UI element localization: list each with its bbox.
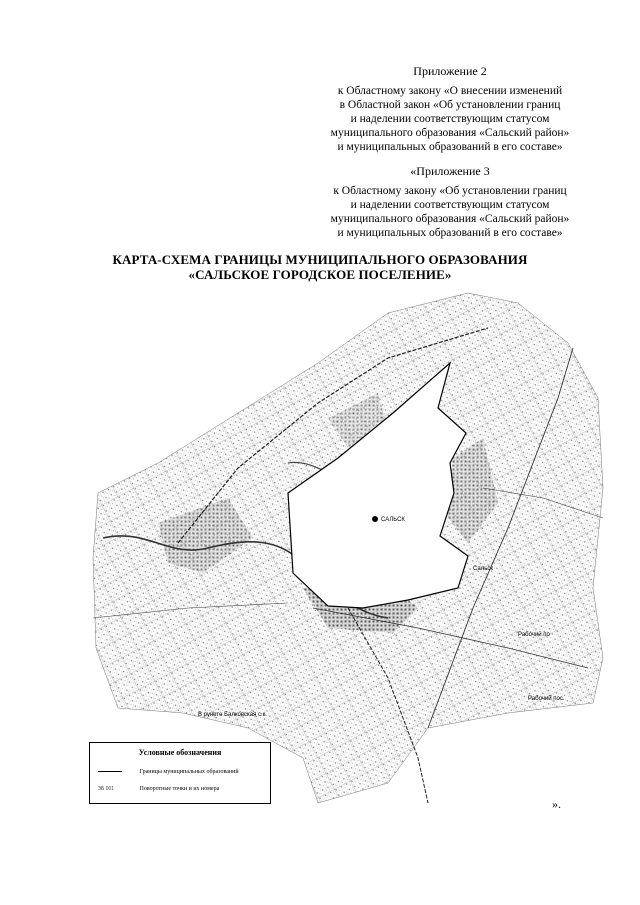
turning-point-symbol: ЗБ 001 [98, 786, 115, 792]
appendix-main-header [300, 64, 600, 154]
page-title-line2: «САЛЬСКОЕ ГОРОДСКОЕ ПОСЕЛЕНИЕ» [188, 267, 452, 282]
legend-item-boundary [98, 769, 239, 775]
legend-title: Условные обозначения [138, 748, 222, 757]
boundary-line-symbol [98, 771, 122, 772]
appendix-inner-header [300, 164, 600, 240]
appendix-main-title: Приложение 2 [413, 64, 487, 78]
boundary-map [88, 288, 608, 808]
map-place-label: Рабочий пос. [528, 696, 565, 702]
map-bottom-label: В рунете Балковская с.к. [198, 712, 267, 718]
appendix-main-line: и муниципальных образований в его составе» [337, 141, 563, 153]
appendix-inner-title: «Приложение 3 [410, 164, 490, 178]
appendix-main-line: и наделении соответствующим статусом [350, 113, 550, 125]
page-title-line1: КАРТА-СХЕМА ГРАНИЦЫ МУНИЦИПАЛЬНОГО ОБРАЗОВАНИЯ [112, 252, 528, 267]
city-label: САЛЬСК [381, 517, 405, 523]
appendix-main-line: муниципального образования «Сальский район» [330, 127, 570, 139]
legend-item-label: Поворотные точки и их номера [139, 786, 220, 792]
appendix-inner-line: муниципального образования «Сальский район» [330, 213, 570, 225]
city-marker [372, 516, 378, 522]
page-title [0, 252, 640, 282]
map-place-label: Сальск [473, 566, 493, 572]
map-place-label: Рабочий по [518, 632, 550, 638]
appendix-main-line: к Областному закону «О внесении изменений [337, 85, 563, 97]
closing-mark: ». [552, 797, 561, 811]
appendix-inner-line: к Областному закону «Об установлении границ [333, 185, 567, 197]
appendix-inner-line: и муниципальных образований в его составе» [337, 227, 563, 239]
legend [89, 742, 271, 804]
legend-item-label: Границы муниципальных образований [139, 769, 239, 775]
legend-item-points [98, 786, 219, 792]
appendix-main-line: в Областной закон «Об установлении границ [339, 99, 561, 111]
appendix-inner-line: и наделении соответствующим статусом [350, 199, 550, 211]
